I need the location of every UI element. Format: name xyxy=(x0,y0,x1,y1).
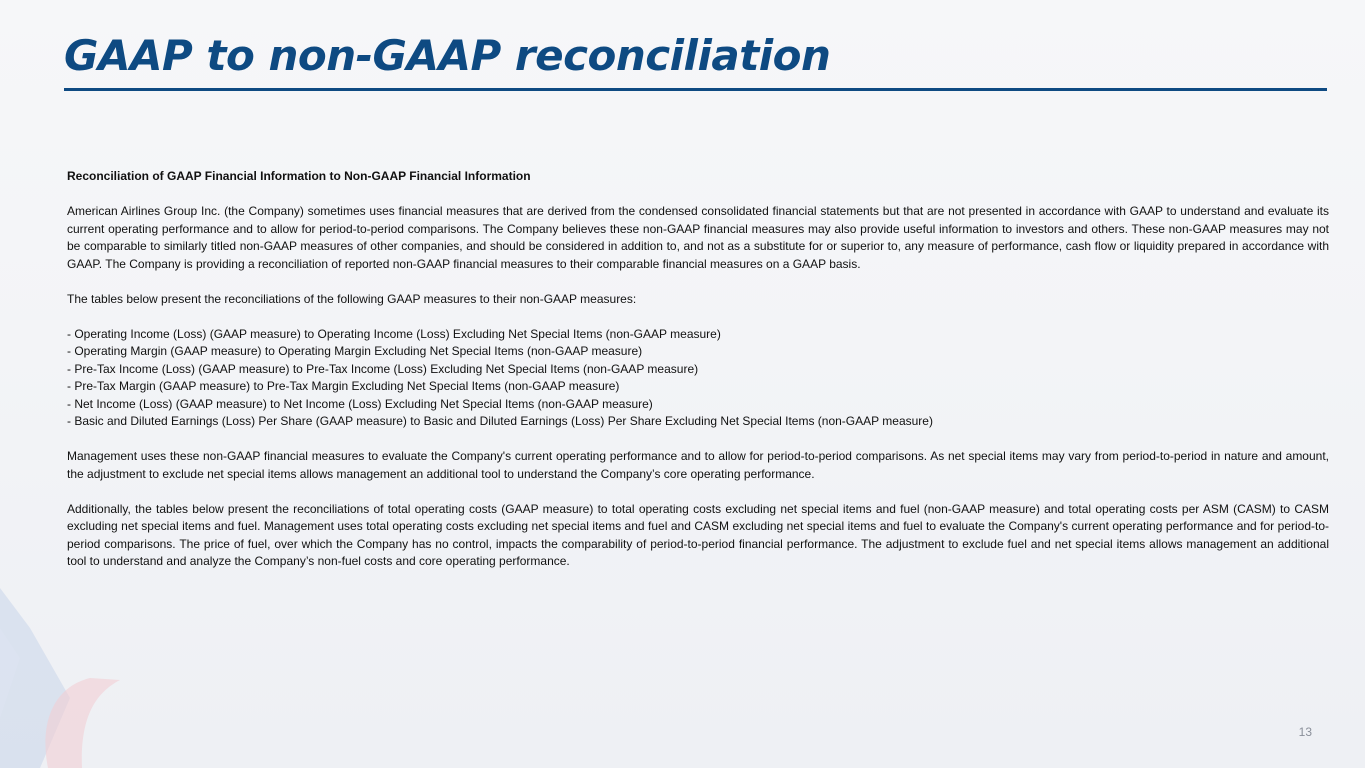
decorative-flight-symbol xyxy=(0,568,140,768)
list-item: - Pre-Tax Income (Loss) (GAAP measure) to Pre-Tax Income (Loss) Excluding Net Special Items (non-GAAP measure) xyxy=(67,361,699,376)
management-paragraph: Management uses these non-GAAP financial measures to evaluate the Company's current operating performance and to allow for period-to-period comparisons. As net special items may vary from period-to-period in nature and amount, the adjustment to exclude net special items allows management an additional tool to understand the Company’s core operating performance. xyxy=(67,449,1329,481)
intro-paragraph: American Airlines Group Inc. (the Company) sometimes uses financial measures that are derived from the condensed consolidated financial statements but that are not presented in accordance with GAAP to understand and evaluate its current operating performance and to allow for period-to-period comparisons. The Company believes these non-GAAP financial measures may also provide useful information to investors and others. These non-GAAP measures may not be comparable to similarly titled non-GAAP measures of other companies, and should be considered in addition to, and not as a substitute for or superior to, any measure of performance, cash flow or liquidity prepared in accordance with GAAP. The Company is providing a reconciliation of reported non-GAAP financial measures to their comparable financial measures on a GAAP basis. xyxy=(67,204,1329,271)
tables-intro-paragraph: The tables below present the reconciliations of the following GAAP measures to their non-GAAP measures: xyxy=(67,291,637,306)
section-heading: Reconciliation of GAAP Financial Information to Non-GAAP Financial Information xyxy=(67,169,531,183)
page-number: 13 xyxy=(1298,725,1312,739)
list-item: - Basic and Diluted Earnings (Loss) Per Share (GAAP measure) to Basic and Diluted Earnings (Loss) Per Share Excluding Net Special Items (non-GAAP measure) xyxy=(67,414,933,428)
additional-paragraph: Additionally, the tables below present the reconciliations of total operating costs (GAAP measure) to total operating costs excluding net special items and fuel (non-GAAP measure) and total operating costs per ASM (CASM) to CASM excluding net special items and fuel. Management uses total operating costs excluding net special items and fuel and CASM excluding net special items and fuel to evaluate the Company's current operating performance and for period-to-period comparisons. The price of fuel, over which the Company has no control, impacts the comparability of period-to-period financial performance. The adjustment to exclude fuel and net special items allows management an additional tool to understand and analyze the Company’s non-fuel costs and core operating performance. xyxy=(67,501,1329,568)
reconciliation-body xyxy=(67,168,1329,588)
slide-title: GAAP to non-GAAP reconciliation xyxy=(64,31,831,80)
flight-symbol-graphic xyxy=(0,568,140,768)
list-item: - Pre-Tax Margin (GAAP measure) to Pre-Tax Margin Excluding Net Special Items (non-GAAP measure) xyxy=(67,379,620,393)
list-item: - Operating Margin (GAAP measure) to Operating Margin Excluding Net Special Items (non-GAAP measure) xyxy=(67,344,643,358)
list-item: - Net Income (Loss) (GAAP measure) to Net Income (Loss) Excluding Net Special Items (non-GAAP measure) xyxy=(67,396,653,411)
measures-list xyxy=(67,326,1329,431)
title-underline xyxy=(64,88,1327,91)
list-item: - Operating Income (Loss) (GAAP measure) to Operating Income (Loss) Excluding Net Special Items (non-GAAP measure) xyxy=(67,326,721,341)
